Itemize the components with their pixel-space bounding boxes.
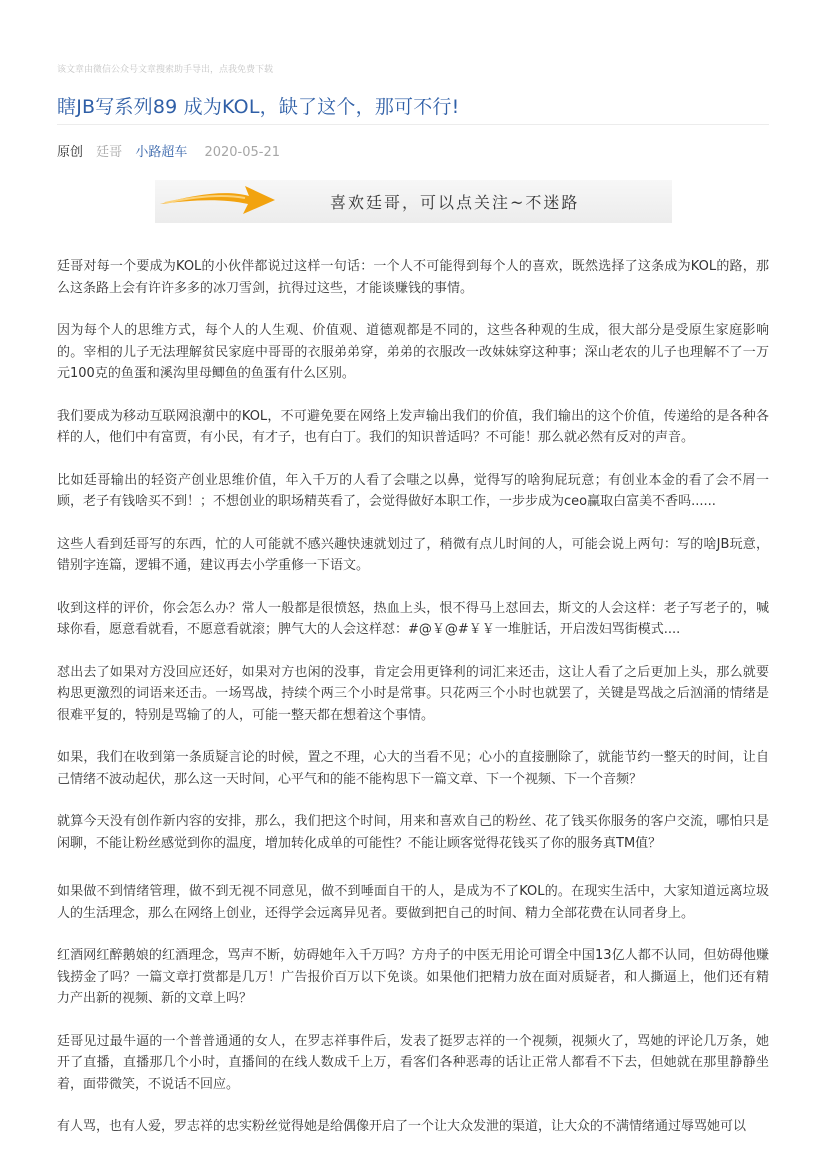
paragraph: 廷哥对每一个要成为KOL的小伙伴都说过这样一句话：一个人不可能得到每个人的喜欢，既然选择了这条成为KOL的路，那么这条路上会有许许多多的冰刀雪剑，抗得过这些，才能谈赚钱的事情。: [57, 259, 769, 296]
account-link[interactable]: 小路超车: [135, 145, 188, 160]
paragraph: 有人骂，也有人爱，罗志祥的忠实粉丝觉得她是给偶像开启了一个让大众发泄的渠道，让大众的不满情绪通过辱骂她可以: [57, 1119, 747, 1134]
paragraph: 收到这样的评价，你会怎么办？常人一般都是很愤怒，热血上头，恨不得马上怼回去，斯文的人会这样：老子写老子的，喊球你看，愿意看就看，不愿意看就滚；脾气大的人会这样怼：#@￥@#￥￥一堆脏话，开启泼妇骂街模式....: [57, 600, 769, 637]
paragraph: 如果做不到情绪管理，做不到无视不同意见，做不到唾面自干的人，是成为不了KOL的。在现实生活中，大家知道远离垃圾人的生活理念，那么在网络上创业，还得学会远离异见者。要做到把自己的时间、精力全部花费在认同者身上。: [57, 884, 769, 921]
title-divider: [57, 124, 769, 125]
export-source-note[interactable]: 该文章由微信公众号文章搜索助手导出，点我免费下载: [57, 65, 274, 75]
paragraph: 因为每个人的思维方式，每个人的人生观、价值观、道德观都是不同的，这些各种观的生成，很大部分是受原生家庭影响的。宰相的儿子无法理解贫民家庭中哥哥的衣服弟弟穿，弟弟的衣服改一改妹妹穿这种事；深山老农的儿子也理解不了一万元100克的鱼蛋和溪沟里母鲫鱼的鱼蛋有什么区别。: [57, 323, 769, 381]
article-title: 瞎JB写系列89 成为KOL，缺了这个，那可不行!: [57, 96, 460, 118]
banner-text: 喜欢廷哥，可以点关注~不迷路: [330, 193, 580, 212]
paragraph: 如果，我们在收到第一条质疑言论的时候，置之不理，心大的当看不见；心小的直接删除了，就能节约一整天的时间，让自己情绪不波动起伏，那么这一天时间，心平气和的能不能构思下一篇文章、下一个视频、下一个音频？: [57, 750, 769, 787]
paragraph: 比如廷哥输出的轻资产创业思维价值，年入千万的人看了会嗤之以鼻，觉得写的啥狗屁玩意；有创业本金的看了会不屑一顾，老子有钱啥买不到！；不想创业的职场精英看了，会觉得做好本职工作，一步步成为ceo赢取白富美不香吗......: [57, 472, 769, 509]
author-name: 廷哥: [96, 145, 123, 160]
paragraph: 这些人看到廷哥写的东西，忙的人可能就不感兴趣快速就划过了，稍微有点儿时间的人，可能会说上两句：写的啥JB玩意，错别字连篇，逻辑不通，建议再去小学重修一下语文。: [57, 536, 769, 573]
paragraph: 廷哥见过最牛逼的一个普普通通的女人，在罗志祥事件后，发表了挺罗志祥的一个视频，视频火了，骂她的评论几万条，她开了直播，直播那几个小时，直播间的在线人数成千上万，看客们各种恶毒的话让正常人都看不下去，但她就在那里静静坐着，面带微笑，不说话不回应。: [57, 1033, 769, 1092]
paragraph: 怼出去了如果对方没回应还好，如果对方也闲的没事，肯定会用更锋利的词汇来还击，这让人看了之后更加上头，那么就要构思更激烈的词语来还击。一场骂战，持续个两三个小时是常事。只花两三个小时也就罢了，关键是骂战之后汹涌的情绪是很难平复的，特别是骂输了的人，可能一整天都在想着这个事情。: [57, 664, 769, 723]
article-meta: [57, 141, 289, 160]
original-label: 原创: [57, 145, 84, 160]
follow-banner: [155, 180, 672, 223]
article-body: [57, 256, 769, 1159]
paragraph: 我们要成为移动互联网浪潮中的KOL，不可避免要在网络上发声输出我们的价值，我们输出的这个价值，传递给的是各种各样的人，他们中有富贾，有小民，有才子，也有白丁。我们的知识普适吗？不可能！那么就必然有反对的声音。: [57, 408, 769, 445]
arrow-icon: [157, 182, 337, 222]
paragraph: 就算今天没有创作新内容的安排，那么，我们把这个时间，用来和喜欢自己的粉丝、花了钱买你服务的客户交流，哪怕只是闲聊，不能让粉丝感觉到你的温度，增加转化成单的可能性？不能让顾客觉得花钱买了你的服务真TM值？: [57, 814, 769, 851]
paragraph: 红酒网红醉鹅娘的红酒理念，骂声不断，妨碍她年入千万吗？方舟子的中医无用论可谓全中国13亿人都不认同，但妨碍他赚钱捞金了吗？一篇文章打赏都是几万！广告报价百万以下免谈。如果他们把精力放在面对质疑者，和人撕逼上，他们还有精力产出新的视频、新的文章上吗？: [57, 948, 769, 1006]
publish-date: 2020-05-21: [204, 145, 281, 160]
